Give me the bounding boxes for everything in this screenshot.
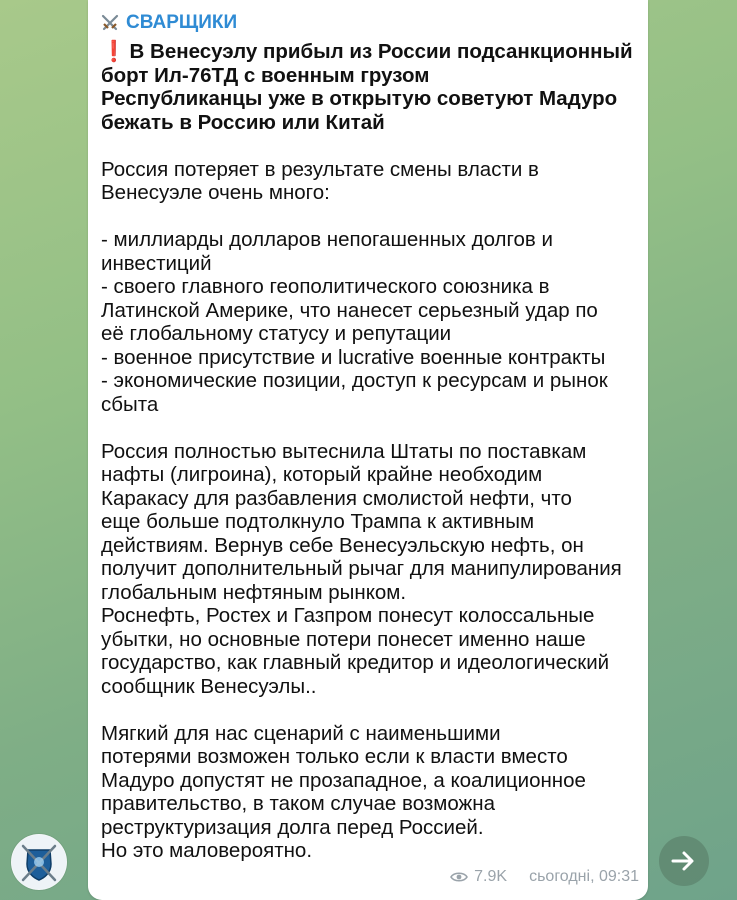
eye-icon bbox=[450, 871, 468, 883]
avatar-emblem-icon bbox=[11, 834, 67, 890]
text-line: действиям. Вернув себе Венесуэльскую нефть, он bbox=[101, 533, 584, 557]
headline bbox=[101, 40, 641, 134]
channel-header[interactable] bbox=[100, 10, 237, 36]
list-item: - экономические позиции, доступ к ресурсам и рынок bbox=[101, 369, 608, 392]
text-line: нафты (лигроина), который крайне необходим bbox=[101, 463, 543, 486]
text-line: Венесуэле очень много: bbox=[101, 181, 330, 204]
forward-arrow-icon bbox=[671, 850, 697, 872]
text-line: убытки, но основные потери понесет именно наше bbox=[101, 627, 586, 651]
text-line: потерями возможен только если к власти вместо bbox=[101, 745, 568, 768]
text-line: Роснефть, Ростех и Газпром понесут колоссальные bbox=[101, 604, 595, 627]
headline-line: борт Ил-76ТД с военным грузом bbox=[101, 63, 430, 87]
text-line: Но это маловероятно. bbox=[101, 839, 313, 862]
message-meta bbox=[450, 868, 639, 886]
timestamp: сьогодні, 09:31 bbox=[529, 868, 639, 885]
paragraph-oil bbox=[101, 440, 641, 699]
text-line: государство, как главный кредитор и идеологический bbox=[101, 651, 610, 674]
exclamation-icon: ❗ bbox=[101, 40, 127, 63]
forward-button[interactable] bbox=[659, 836, 709, 886]
text-line: глобальным нефтяным рынком. bbox=[101, 580, 407, 604]
text-line: правительство, в таком случае возможна bbox=[101, 792, 495, 815]
channel-avatar[interactable] bbox=[11, 834, 67, 890]
text-line: Мягкий для нас сценарий с наименьшими bbox=[101, 721, 501, 745]
list-item: её глобальному статусу и репутации bbox=[101, 322, 452, 345]
text-line: Мадуро допустят не прозападное, а коалиционное bbox=[101, 768, 586, 792]
list-item: - своего главного геополитического союзника в bbox=[101, 275, 550, 298]
text-line: Россия полностью вытеснила Штаты по поставкам bbox=[101, 439, 587, 463]
list-item: Латинской Америке, что нанесет серьезный удар по bbox=[101, 298, 598, 322]
paragraph-intro bbox=[101, 158, 641, 205]
text-line: Россия потеряет в результате смены власти в bbox=[101, 157, 539, 181]
channel-name[interactable]: СВАРЩИКИ bbox=[126, 12, 238, 33]
text-line: получит дополнительный рычаг для манипулирования bbox=[101, 557, 622, 580]
losses-list bbox=[101, 228, 641, 416]
list-item: - военное присутствие и lucrative военные контракты bbox=[101, 345, 606, 369]
paragraph-scenario bbox=[101, 722, 641, 863]
text-line: еще больше подтолкнуло Трампа к активным bbox=[101, 510, 535, 533]
headline-line: В Венесуэлу прибыл из России подсанкционный bbox=[129, 40, 633, 63]
crossed-swords-icon bbox=[100, 13, 120, 33]
view-count: 7.9K bbox=[474, 868, 508, 885]
list-item: инвестиций bbox=[101, 251, 212, 275]
text-line: сообщник Венесуэлы.. bbox=[101, 674, 317, 698]
headline-line: Республиканцы уже в открытую советуют Мадуро bbox=[101, 87, 618, 110]
text-line: Каракасу для разбавления смолистой нефти, что bbox=[101, 486, 572, 510]
text-line: реструктуризация долга перед Россией. bbox=[101, 815, 484, 839]
headline-line: бежать в Россию или Китай bbox=[101, 110, 385, 134]
list-item: сбыта bbox=[101, 392, 159, 416]
list-item: - миллиарды долларов непогашенных долгов и bbox=[101, 228, 553, 251]
message-text bbox=[101, 40, 641, 863]
